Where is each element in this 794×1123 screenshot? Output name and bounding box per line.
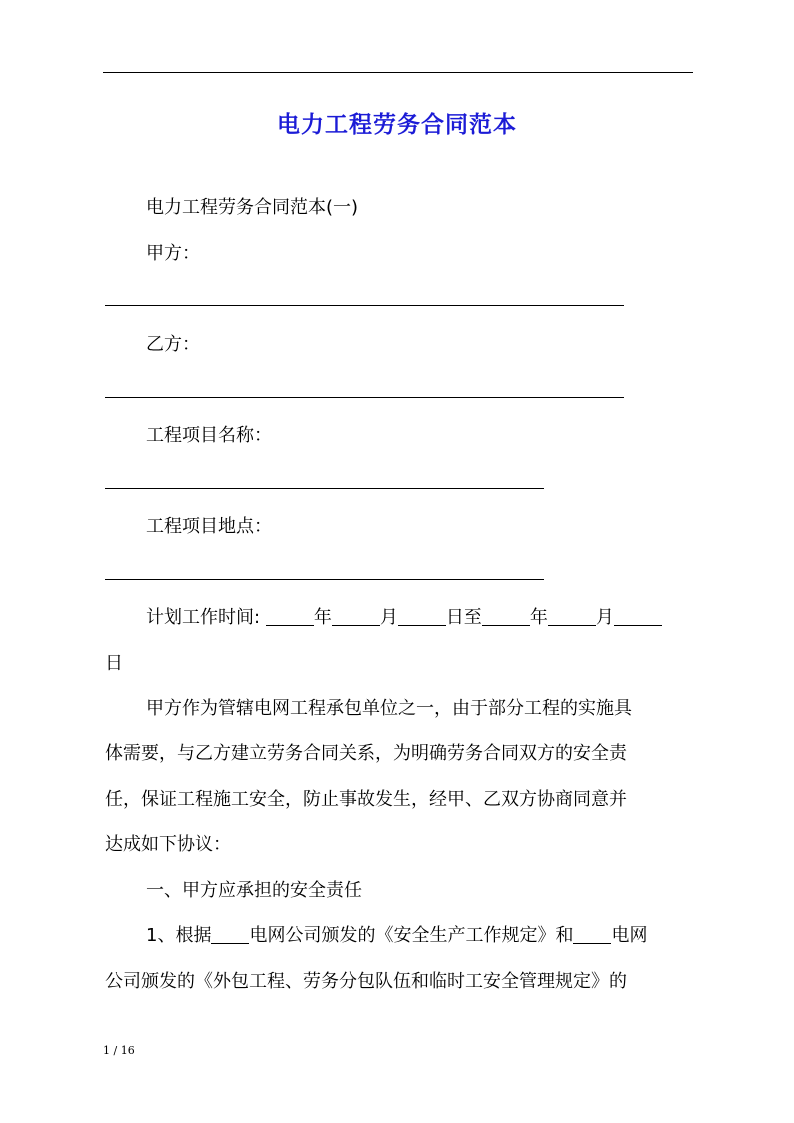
project-site-blank-line [105, 579, 544, 580]
schedule-blank [398, 607, 446, 626]
intro-line-3: 任，保证工程施工安全，防止事故发生，经甲、乙双方协商同意并 [105, 789, 627, 810]
schedule-day-end: 日 [105, 653, 123, 674]
schedule-blank [614, 607, 662, 626]
clause-1-mid-2: 电网 [611, 925, 648, 946]
project-name-blank-line [105, 488, 544, 489]
clause-1-blank [211, 925, 249, 944]
document-subtitle: 电力工程劳务合同范本(一) [146, 197, 359, 218]
project-site-label: 工程项目地点： [146, 516, 272, 537]
schedule-blank [482, 607, 530, 626]
schedule-month-start: 月 [379, 607, 398, 628]
page-number: 1 / 16 [103, 1044, 135, 1057]
clause-1-prefix: 1、根据 [146, 925, 212, 946]
project-name-label: 工程项目名称： [146, 425, 272, 446]
clause-1-mid-1: 电网公司颁发的《安全生产工作规定》和 [249, 925, 574, 946]
header-rule [103, 72, 693, 73]
schedule-blank [548, 607, 596, 626]
clause-1-line-1 [146, 924, 647, 948]
schedule-label: 计划工作时间: [146, 607, 261, 628]
schedule-blank [332, 607, 380, 626]
schedule-year-start: 年 [313, 607, 332, 628]
party-a-blank-line [105, 305, 624, 306]
schedule-month-end: 月 [595, 607, 614, 628]
intro-line-4: 达成如下协议： [105, 834, 231, 855]
intro-line-1: 甲方作为管辖电网工程承包单位之一，由于部分工程的实施具 [146, 698, 632, 719]
party-b-label: 乙方： [146, 334, 200, 355]
party-a-label: 甲方： [146, 243, 200, 264]
intro-line-2: 体需要，与乙方建立劳务合同关系，为明确劳务合同双方的安全责 [105, 743, 627, 764]
schedule-blank [266, 607, 314, 626]
party-b-blank-line [105, 397, 624, 398]
schedule-year-end: 年 [529, 607, 548, 628]
clause-1-blank [573, 925, 611, 944]
document-title: 电力工程劳务合同范本 [277, 112, 517, 138]
schedule-line [146, 606, 662, 630]
section-1-heading: 一、甲方应承担的安全责任 [146, 880, 362, 901]
schedule-day-start: 日至 [445, 607, 482, 628]
clause-1-line-2: 公司颁发的《外包工程、劳务分包队伍和临时工安全管理规定》的 [105, 971, 627, 992]
